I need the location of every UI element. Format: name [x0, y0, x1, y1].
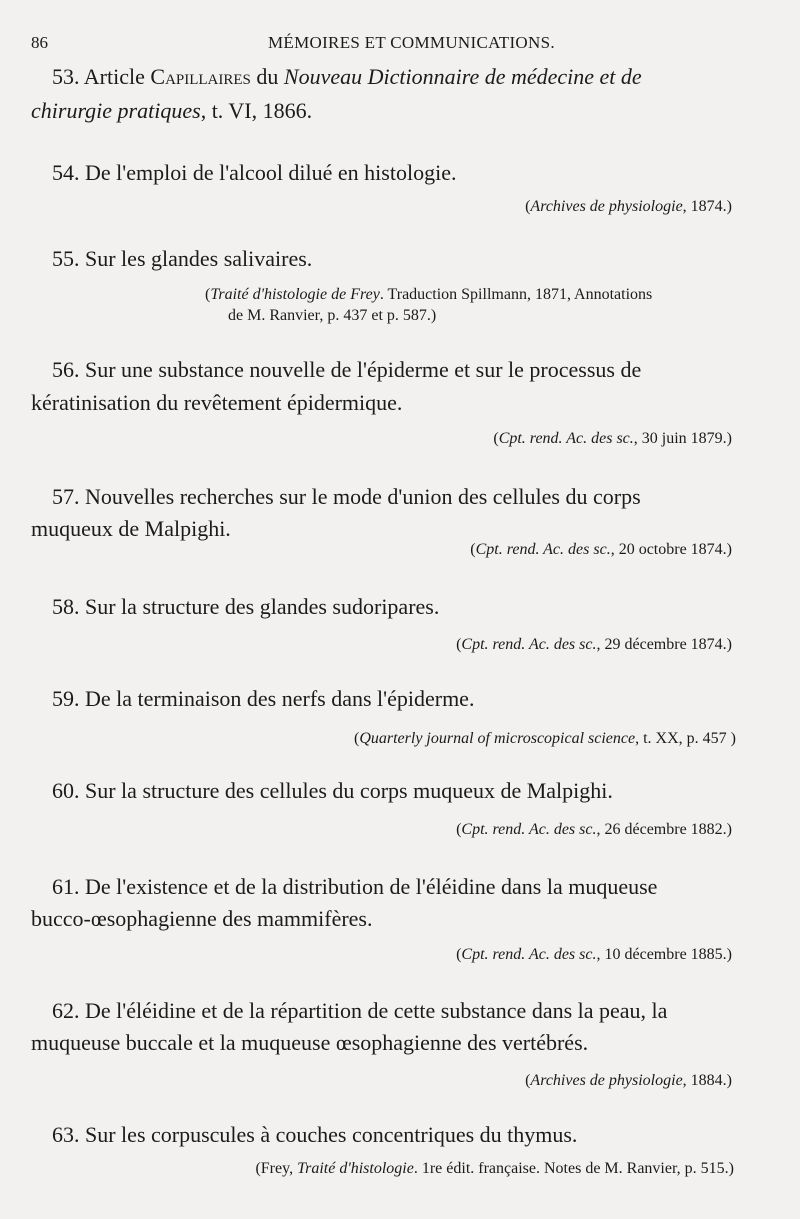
source-plain: (Frey,	[255, 1160, 298, 1177]
entry-text-italic: Nouveau Dictionnaire de médecine et de	[283, 64, 642, 89]
entry-61-source: (Cpt. rend. Ac. des sc., 10 décembre 1885.)	[456, 946, 732, 963]
entry-text-italic: chirurgie pratiques	[31, 98, 201, 123]
source-plain: , 30 juin 1879.)	[633, 430, 732, 447]
entry-59-source: (Quarterly journal of microscopical science, t. XX, p. 457 )	[353, 730, 736, 747]
entry-57-source: (Cpt. rend. Ac. des sc., 20 octobre 1874.)	[470, 541, 732, 558]
entry-53-line-1	[52, 64, 642, 90]
entry-61-line-2: bucco-œsophagienne des mammifères.	[31, 906, 373, 931]
source-plain: , t. XX, p. 457 )	[635, 730, 736, 747]
source-italic: Cpt. rend. Ac. des sc.	[475, 541, 611, 558]
source-plain: , 29 décembre 1874.)	[596, 636, 732, 653]
entry-text: Article	[83, 64, 151, 89]
entry-number: 61.	[52, 874, 80, 899]
entry-number: 53.	[52, 64, 80, 89]
entry-text-smallcaps: Capillaires	[150, 64, 251, 89]
entry-text: De l'éléidine et de la répartition de cette substance dans la peau, la	[85, 998, 668, 1023]
entry-59-title	[52, 686, 474, 712]
entry-61-line-1	[52, 874, 657, 900]
source-plain: , 26 décembre 1882.)	[596, 821, 732, 838]
source-italic: Archives de physiologie	[530, 1072, 683, 1089]
entry-text: De l'emploi de l'alcool dilué en histologie.	[85, 160, 457, 185]
entry-62-source: (Archives de physiologie, 1884.)	[525, 1072, 732, 1089]
entry-number: 56.	[52, 357, 80, 382]
entry-text: , t. VI, 1866.	[200, 98, 313, 123]
entry-58-source: (Cpt. rend. Ac. des sc., 29 décembre 1874.)	[456, 636, 732, 653]
entry-55-source-line-2: de M. Ranvier, p. 437 et p. 587.)	[228, 307, 437, 324]
entry-number: 54.	[52, 160, 80, 185]
source-plain: . Traduction Spillmann, 1871, Annotations	[379, 286, 653, 303]
source-plain: . 1re édit. française. Notes de M. Ranvier, p. 515.)	[413, 1160, 734, 1177]
source-italic: Traité d'histologie	[297, 1160, 414, 1177]
entry-56-line-2: kératinisation du revêtement épidermique.	[31, 390, 403, 415]
source-plain: , 10 décembre 1885.)	[596, 946, 732, 963]
entry-number: 60.	[52, 778, 80, 803]
entry-60-source: (Cpt. rend. Ac. des sc., 26 décembre 1882.)	[456, 821, 732, 838]
entry-text: Sur la structure des cellules du corps muqueux de Malpighi.	[85, 778, 613, 803]
entry-62-line-2: muqueuse buccale et la muqueuse œsophagienne des vertébrés.	[31, 1030, 589, 1055]
entry-63-source	[255, 1160, 734, 1178]
entry-text: De la terminaison des nerfs dans l'épiderme.	[85, 686, 475, 711]
entry-55-source-line-1: (Traité d'histologie de Frey. Traduction Spillmann, 1871, Annotations	[205, 286, 653, 303]
entry-text: Sur les corpuscules à couches concentriques du thymus.	[85, 1122, 578, 1147]
source-italic: Cpt. rend. Ac. des sc.	[461, 946, 597, 963]
entry-number: 55.	[52, 246, 80, 271]
source-italic: Cpt. rend. Ac. des sc.	[461, 821, 597, 838]
entry-62-line-1	[52, 998, 667, 1024]
source-plain: , 20 octobre 1874.)	[610, 541, 732, 558]
entry-text: du	[250, 64, 284, 89]
entry-55-title	[52, 246, 312, 272]
source-italic: Archives de physiologie	[530, 198, 683, 215]
entry-57-line-2: muqueux de Malpighi.	[31, 516, 231, 541]
entry-text: Sur la structure des glandes sudoripares.	[85, 594, 440, 619]
entry-text: Sur une substance nouvelle de l'épiderme et sur le processus de	[85, 357, 642, 382]
entry-56-source: (Cpt. rend. Ac. des sc., 30 juin 1879.)	[493, 430, 732, 447]
source-italic: Cpt. rend. Ac. des sc.	[498, 430, 634, 447]
entry-number: 63.	[52, 1122, 80, 1147]
source-italic: Cpt. rend. Ac. des sc.	[461, 636, 597, 653]
entry-text: De l'existence et de la distribution de l'éléidine dans la muqueuse	[85, 874, 658, 899]
page-number: 86	[31, 33, 48, 52]
entry-63-title	[52, 1122, 577, 1148]
source-plain: , 1874.)	[682, 198, 732, 215]
entry-text: Sur les glandes salivaires.	[85, 246, 313, 271]
entry-number: 59.	[52, 686, 80, 711]
entry-54-title	[52, 160, 456, 186]
entry-56-line-1	[52, 357, 641, 383]
entry-number: 58.	[52, 594, 80, 619]
source-plain: , 1884.)	[682, 1072, 732, 1089]
entry-number: 57.	[52, 484, 80, 509]
entry-number: 62.	[52, 998, 80, 1023]
source-italic: Traité d'histologie de Frey	[210, 286, 380, 303]
entry-57-line-1	[52, 484, 641, 510]
entry-54-source: (Archives de physiologie, 1874.)	[525, 198, 732, 215]
source-italic: Quarterly journal of microscopical science	[359, 730, 636, 747]
entry-text: Nouvelles recherches sur le mode d'union des cellules du corps	[85, 484, 641, 509]
entry-53-line-2	[31, 98, 312, 124]
entry-60-title	[52, 778, 613, 804]
running-title: MÉMOIRES ET COMMUNICATIONS.	[268, 33, 555, 52]
entry-58-title	[52, 594, 439, 620]
